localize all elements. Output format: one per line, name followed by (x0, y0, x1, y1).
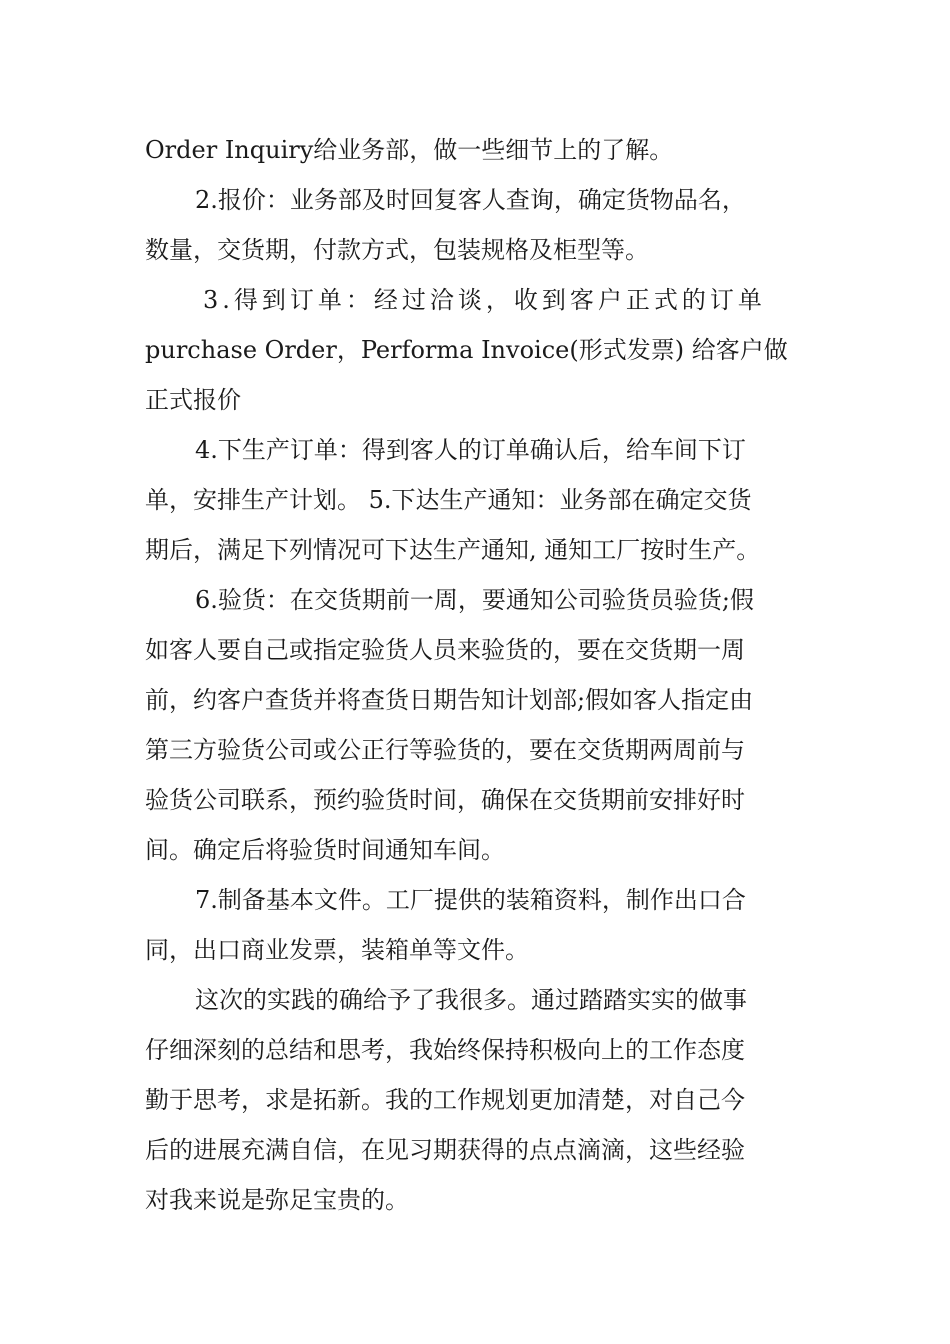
text-line: 单，安排生产计划。 5.下达生产通知：业务部在确定交货 (145, 486, 752, 514)
text-line: 验货公司联系，预约验货时间，确保在交货期前安排好时 (145, 786, 745, 814)
text-line: 6.验货：在交货期前一周，要通知公司验货员验货;假 (195, 586, 754, 614)
text-line: 期后，满足下列情况可下达生产通知, 通知工厂按时生产。 (145, 536, 761, 564)
text-line: 前，约客户查货并将查货日期告知计划部;假如客人指定由 (145, 686, 754, 714)
text-line: 第三方验货公司或公正行等验货的，要在交货期两周前与 (145, 736, 745, 764)
text-line: 4.下生产订单：得到客人的订单确认后，给车间下订 (195, 436, 746, 464)
text-line: 如客人要自己或指定验货人员来验货的，要在交货期一周 (145, 636, 745, 664)
text-line: Order Inquiry给业务部，做一些细节上的了解。 (145, 136, 674, 164)
text-line: 间。确定后将验货时间通知车间。 (145, 836, 505, 864)
text-line: 7.制备基本文件。工厂提供的装箱资料，制作出口合 (195, 886, 746, 914)
text-line: 同，出口商业发票，装箱单等文件。 (145, 936, 529, 964)
text-line: 后的进展充满自信，在见习期获得的点点滴滴，这些经验 (145, 1136, 745, 1164)
text-line: 数量，交货期，付款方式，包装规格及柜型等。 (145, 236, 649, 264)
text-line: 这次的实践的确给予了我很多。通过踏踏实实的做事 (195, 986, 747, 1014)
text-line: 仔细深刻的总结和思考，我始终保持积极向上的工作态度 (145, 1036, 745, 1064)
text-line: purchase Order，Performa Invoice(形式发票) 给客户做 (145, 336, 788, 364)
text-line: 2.报价：业务部及时回复客人查询，确定货物品名， (195, 186, 746, 214)
text-line: 对我来说是弥足宝贵的。 (145, 1186, 409, 1214)
text-line: 勤于思考，求是拓新。我的工作规划更加清楚，对自己今 (145, 1086, 745, 1114)
text-line: 3.得到订单：经过洽谈，收到客户正式的订单 (203, 286, 766, 314)
text-line: 正式报价 (145, 386, 241, 414)
